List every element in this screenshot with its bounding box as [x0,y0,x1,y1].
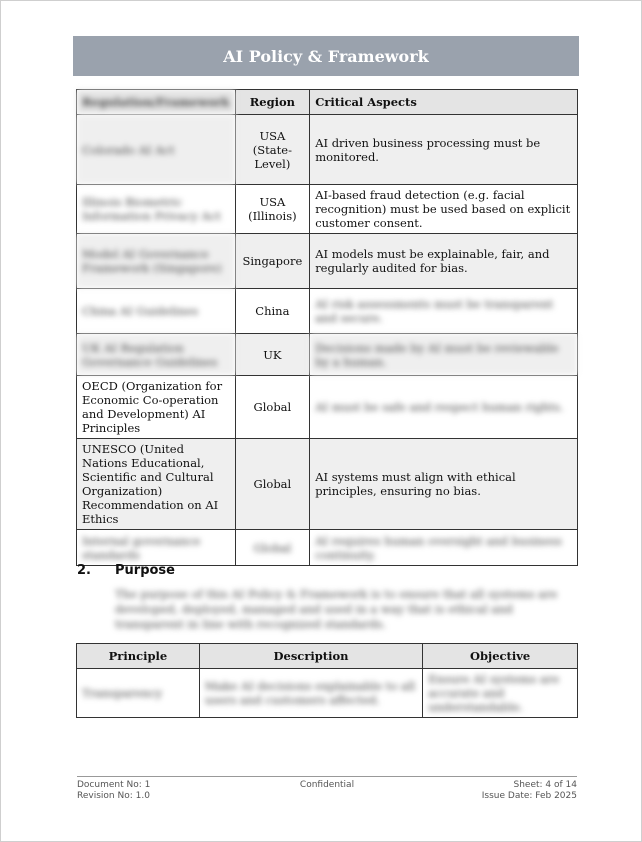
document-title-banner [73,36,579,76]
framework-region: USA (Illinois) [235,185,310,234]
document-number: Document No: 1 [77,780,151,790]
table-row [77,289,578,334]
header-region: Region [235,90,310,115]
framework-aspects: AI models must be explainable, fair, and regularly audited for bias. [310,234,578,289]
page-footer [77,776,577,801]
framework-table-header [77,90,578,115]
principle-description: Make AI decisions explainable to all users and customers affected. [199,669,422,718]
framework-name: UNESCO (United Nations Educational, Scientific and Cultural Organization) Recommendation on AI Ethics [77,439,236,530]
framework-aspects: AI must be safe and respect human rights. [310,376,578,439]
header-framework: Regulation/Framework [77,90,236,115]
framework-aspects: Decisions made by AI must be reviewable by a human. [310,334,578,376]
framework-name: Illinois Biometric Information Privacy Act [77,185,236,234]
framework-name: UK AI Regulation Governance Guidelines [77,334,236,376]
table-row [77,334,578,376]
framework-name: Model AI Governance Framework (Singapore) [77,234,236,289]
framework-name: OECD (Organization for Economic Co-operation and Development) AI Principles [77,376,236,439]
framework-table [76,89,578,566]
table-row [77,115,578,185]
issue-date: Issue Date: Feb 2025 [481,791,577,801]
principles-table [76,643,578,718]
framework-region: Global [235,439,310,530]
table-row [77,185,578,234]
table-row [77,234,578,289]
header-objective: Objective [423,644,578,669]
section-number: 2. [77,563,91,578]
header-aspects: Critical Aspects [310,90,578,115]
revision-number: Revision No: 1.0 [77,791,150,801]
framework-aspects: AI-based fraud detection (e.g. facial recognition) must be used based on explicit customer consent. [310,185,578,234]
principles-table-header [77,644,578,669]
framework-aspects: AI risk assessments must be transparent and secure. [310,289,578,334]
classification-label: Confidential [299,780,355,790]
framework-aspects: AI requires human oversight and business continuity. [310,530,578,566]
framework-name: Colorado AI Act [77,115,236,185]
framework-region: UK [235,334,310,376]
table-row [77,376,578,439]
principle-objective: Ensure AI systems are accurate and understandable. [423,669,578,718]
section-heading [77,563,175,578]
framework-region: Global [235,376,310,439]
purpose-paragraph: The purpose of this AI Policy & Framework is to ensure that all systems are developed, deployed, managed and used in a way that is ethical and transparent in line with recognized standards. [115,587,558,631]
principle-name: Transparency [77,669,200,718]
footer-right [482,780,577,802]
section-title: Purpose [115,563,175,578]
header-description: Description [199,644,422,669]
document-title: AI Policy & Framework [223,46,429,66]
framework-region: China [235,289,310,334]
framework-region: Singapore [235,234,310,289]
table-row [77,530,578,566]
sheet-number: Sheet: 4 of 14 [513,780,577,790]
framework-region: Global [235,530,310,566]
framework-name: Internal governance standards [77,530,236,566]
table-row [77,439,578,530]
framework-name: China AI Guidelines [77,289,236,334]
framework-aspects: AI systems must align with ethical principles, ensuring no bias. [310,439,578,530]
table-row [77,669,578,718]
header-principle: Principle [77,644,200,669]
framework-aspects: AI driven business processing must be monitored. [310,115,578,185]
framework-region: USA (State-Level) [235,115,310,185]
